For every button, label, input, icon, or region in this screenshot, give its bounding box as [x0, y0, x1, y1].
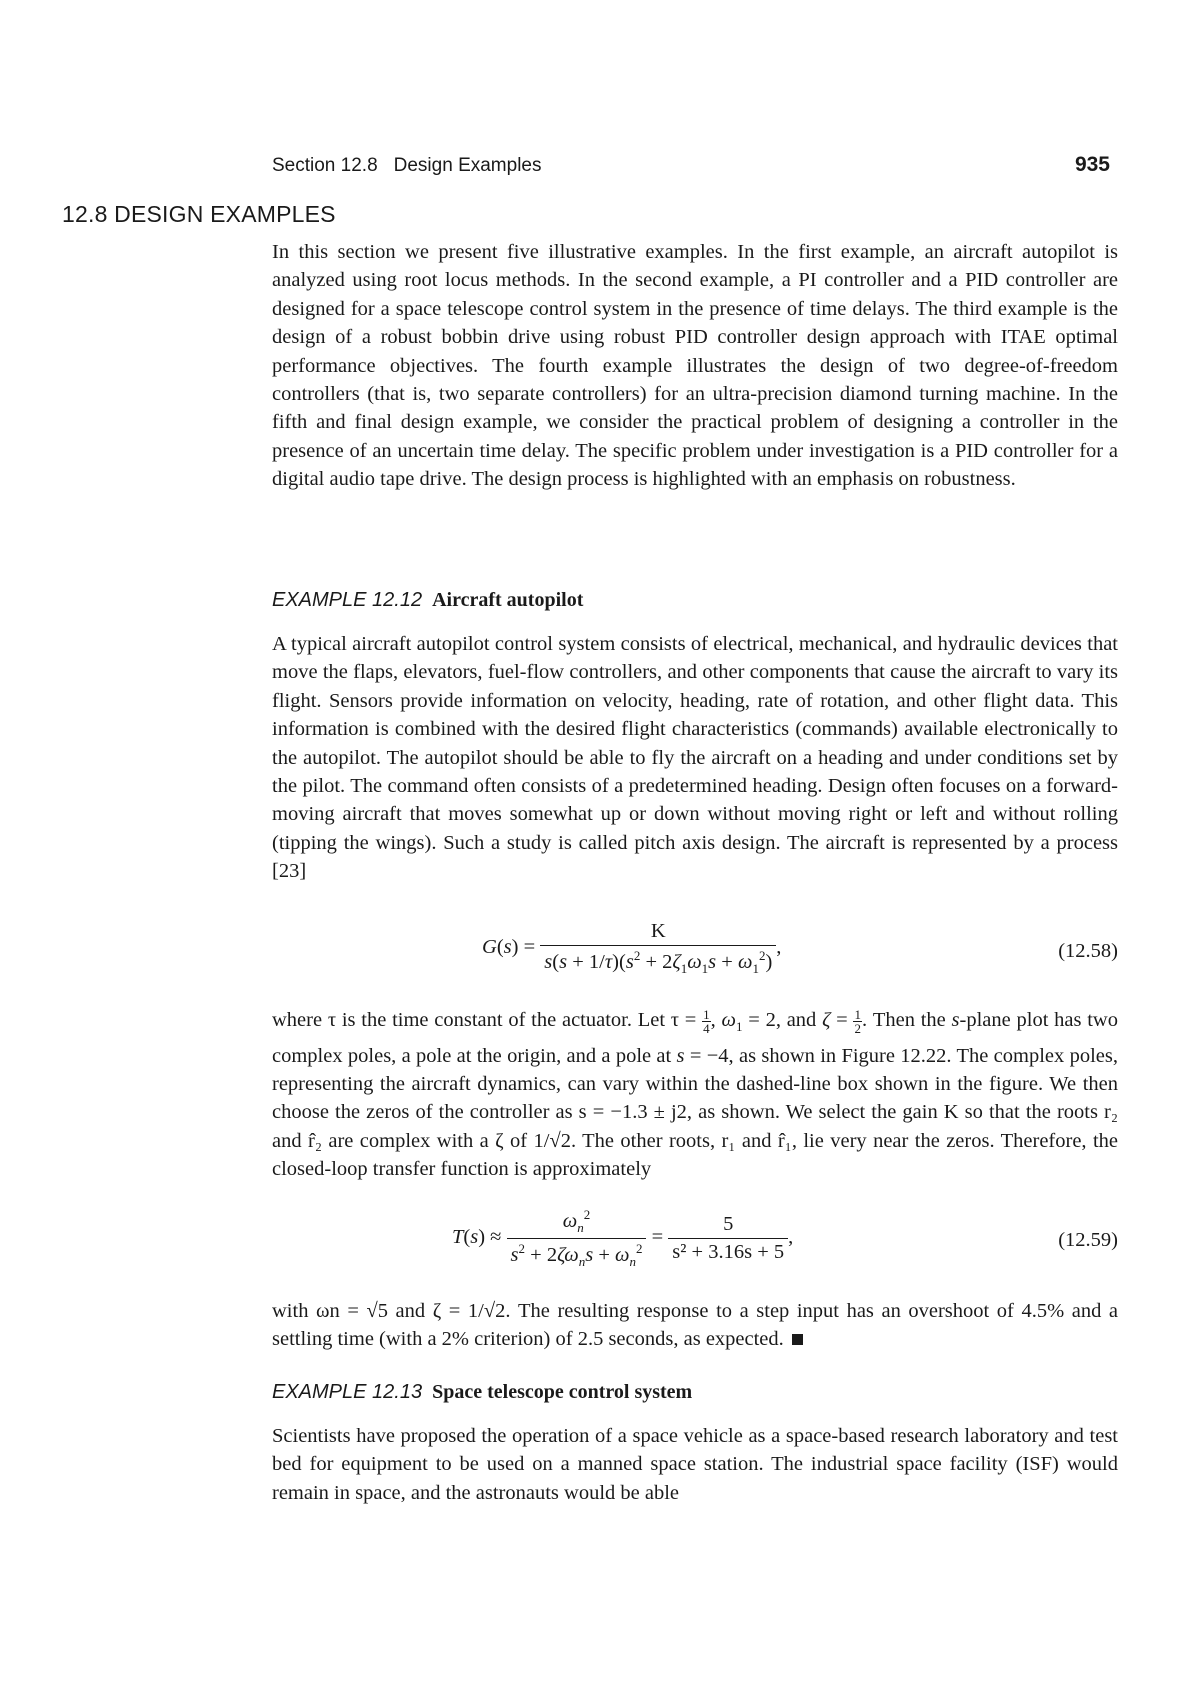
page-number: 935: [1074, 153, 1110, 176]
eq-12-59-fraction: [668, 1213, 788, 1264]
running-head-section: Section 12.8: [272, 155, 378, 176]
eq-12-59-numerator: 5: [723, 1212, 734, 1235]
example-title: Space telescope control system: [432, 1381, 693, 1403]
equation-number: (12.58): [1058, 940, 1118, 962]
running-head-title: Design Examples: [393, 155, 542, 176]
eq-12-58-fraction: $\frac{K}{s(s + 1/\tau)(s^2 + 2\zeta_1\omega_1s + \omega_1^2)}$: [540, 920, 776, 977]
end-of-example-square: [792, 1334, 803, 1345]
example-12-12-body-3: [272, 1297, 1118, 1354]
example-12-13-para1: Scientists have proposed the operation of a space vehicle as a space-based research laboratory and test bed for equipment to be used on a manned space station. The industrial space facility (ISF) would remain in space, and the astronauts would be able: [272, 1425, 1118, 1504]
eq-12-58-numerator: K: [650, 920, 666, 942]
example-title: Aircraft autopilot: [432, 589, 584, 611]
example-label: EXAMPLE 12.13: [272, 1381, 423, 1403]
example-12-13-body: [272, 1422, 1118, 1507]
equation-number: (12.59): [1058, 1229, 1118, 1251]
running-head: [272, 155, 541, 177]
example-12-12-body: [272, 630, 1118, 886]
example-12-13-heading: [272, 1381, 1118, 1404]
example-12-12-body-2: [272, 1006, 1118, 1184]
example-label: EXAMPLE 12.12: [272, 589, 423, 611]
intro-block: [272, 238, 1118, 494]
example-12-12-para3: with ωn = √5 and ζ = 1/√2. The resulting response to a step input has an overshoot of 4.5% and a settling time (with a 2% criterion) of 2.5 seconds, as expected.: [272, 1300, 1118, 1351]
example-12-12-para2: where τ is the time constant of the actuator. Let τ = $\frac{1}{4}$ , $\omega_1 = 2$, and ζ = $\frac{1}{2}$ . Then the s-plane plot has two complex poles, a pole at the origin, and a pole at s = −4, as shown in Figure 12.22. The complex poles, representing the aircraft dynamics, can vary within the dashed-line box shown in the figure. We then choose the zeros of the controller as s = −1.3 ± j2, as shown. We select the gain K so that the roots r₂ and r̂₂ are complex with a ζ of 1/√2. The other roots, r₁ and r̂₁, lie very near the zeros. Therefore, the closed-loop transfer function is approximately: [272, 1006, 1118, 1181]
intro-paragraph: In this section we present five illustrative examples. In the first example, an aircraft autopilot is analyzed using root locus methods. In the second example, a PI controller and a PID controller are designed for a space telescope control system in the presence of time delays. The third example is the design of a robust bobbin drive using robust PID controller design approach with ITAE optimal performance objectives. The fourth example illustrates the design of two degree-of-freedom controllers (that is, two separate controllers) for an ultra-precision diamond turning machine. In the fifth and final design example, we consider the practical problem of designing a controller in the presence of an uncertain time delay. The specific problem under investigation is a PID controller for a digital audio tape drive. The design process is highlighted with an emphasis on robustness.: [272, 241, 1118, 491]
book-page: Section 12.8 Design Examples 935 12.8 DESIGN EXAMPLES In this section we present five illustrative examples. In the first example, an aircraft autopilot is analyzed using root locus methods. In the second example, a PI controller and a PID controller are designed for a space telescope control system in the presence of time delays. The third example is the design of a robust bobbin drive using robust PID controller design approach with ITAE optimal performance objectives. The fourth example illustrates the design of two degree-of-freedom controllers (that is, two separate controllers) for an ultra-precision diamond turning machine. In the fifth and final design example, we consider the practical problem of designing a controller in the presence of an uncertain time delay. The specific problem under investigation is a PID controller for a digital audio tape drive. The design process is highlighted with an emphasis on robustness. EXAMPLE 12.12 Aircraft autopilot A typical aircraft autopilot control system consists of electrical, mechanical, and hydraulic devices that move the flaps, elevators, fuel-flow controllers, and other components that cause the aircraft to vary its flight. Sensors provide information on velocity, heading, rate of rotation, and other flight data. This information is combined with the desired flight characteristics (commands) available electronically to the autopilot. The autopilot should be able to fly the aircraft on a heading and under conditions set by the pilot. The command often consists of a predetermined heading. Design often focuses on a forward-moving aircraft that moves somewhat up or down without moving right or left and without rolling (tipping the wings). Such a study is called pitch axis design. The aircraft is represented by a process [23] G(s) = $\frac{K}{s(s + 1/\tau)(s^2 + 2\zeta_1\omega_1s + \omega_1^2)}$ , (12.58) where τ is the time constant of the actuator. Let τ = $\frac{1}{4}$ , $\omega_1 = 2$, and ζ = $\frac{1}{2}$ . Then the s-plane plot has two complex poles, a pole at the origin, and a pole at s = −4, as shown in Figure 12.22. The complex poles, representing the aircraft dynamics, can vary within the dashed-line box shown in the figure. We then choose the zeros of the controller as s = −1.3 ± j2, as shown. We select the gain K so that the roots r₂ and r̂₂ are complex with a ζ of 1/√2. The other roots, r₁ and r̂₁, lie very near the zeros. Therefore, the closed-loop transfer function is approximately T(s) ≈ $\frac{\omega_n^2}{s^2 + 2\zeta\omega_ns + \omega_n^2}$ = $\frac{5}{\text{s² + 3.16s + 5}}$ , (12.59) with ωn = √5 and ζ = 1/√2. The resulting response to a step input has an overshoot of 4.5% and a settling time (with a 2% criterion) of 2.5 seconds, as expected. EXAMPLE 12.13 Space telescope control system Scientists have proposed the operation of a space vehicle as a space-based research laboratory and test bed for equipment to be used on a manned space station. The industrial space facility (ISF) would remain in space, and the astronauts would be able: [0, 0, 1200, 1687]
example-12-12-heading: [272, 589, 1118, 612]
section-heading: 12.8 DESIGN EXAMPLES: [62, 201, 336, 227]
eq-12-59-denominator: s² + 3.16s + 5: [668, 1238, 788, 1264]
example-12-12-para1: A typical aircraft autopilot control system consists of electrical, mechanical, and hydraulic devices that move the flaps, elevators, fuel-flow controllers, and other components that cause the aircraft to vary its flight. Sensors provide information on velocity, heading, rate of rotation, and other flight data. This information is combined with the desired flight characteristics (commands) available electronically to the autopilot. The autopilot should be able to fly the aircraft on a heading and under conditions set by the pilot. The command often consists of a predetermined heading. Design often focuses on a forward-moving aircraft that moves somewhat up or down without moving right or left and without rolling (tipping the wings). Such a study is called pitch axis design. The aircraft is represented by a process [23]: [272, 633, 1118, 883]
